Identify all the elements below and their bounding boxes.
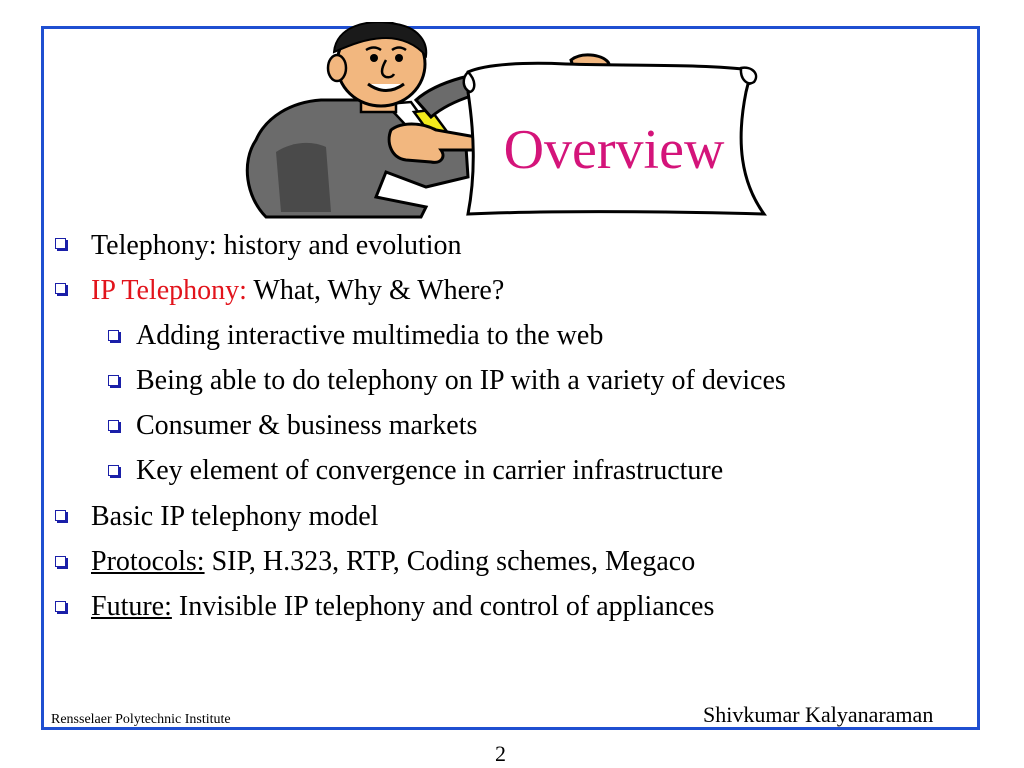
list-item: [136, 457, 723, 485]
page-number: 2: [495, 741, 506, 766]
bullet-icon: [108, 420, 119, 431]
bullet-icon: [55, 601, 66, 612]
bullet-text: What, Why & Where?: [246, 275, 505, 306]
footer-author: Shivkumar Kalyanaraman: [703, 702, 934, 727]
list-item: [136, 412, 477, 440]
bullet-icon: [108, 375, 119, 386]
list-item: [136, 322, 603, 350]
bullet-icon: [108, 330, 119, 341]
list-item: [136, 367, 786, 395]
bullet-prefix: IP Telephony:: [91, 275, 247, 306]
bullet-text: Invisible IP telephony and control of appliances: [171, 591, 715, 622]
list-item: [91, 593, 714, 621]
bullet-prefix: Protocols:: [91, 546, 205, 577]
bullet-icon: [55, 238, 66, 249]
bullet-text: Adding interactive multimedia to the web: [136, 320, 604, 351]
bullet-text: Basic IP telephony model: [91, 501, 379, 532]
bullet-icon: [55, 283, 66, 294]
bullet-text: Key element of convergence in carrier infrastructure: [136, 455, 724, 486]
bullet-text: Being able to do telephony on IP with a variety of devices: [136, 365, 786, 396]
bullet-text: Consumer & business markets: [136, 410, 478, 441]
slide-title: Overview: [503, 119, 725, 181]
bullet-text: Telephony: history and evolution: [91, 230, 462, 261]
bullet-icon: [55, 510, 66, 521]
bullet-icon: [108, 465, 119, 476]
list-item: [91, 277, 504, 305]
list-item: [91, 503, 378, 531]
bullet-icon: [55, 556, 66, 567]
list-item: [91, 232, 462, 260]
bullet-text: SIP, H.323, RTP, Coding schemes, Megaco: [204, 546, 696, 577]
footer-institution: Rensselaer Polytechnic Institute: [51, 712, 231, 727]
list-item: [91, 548, 695, 576]
bullet-prefix: Future:: [91, 591, 172, 622]
